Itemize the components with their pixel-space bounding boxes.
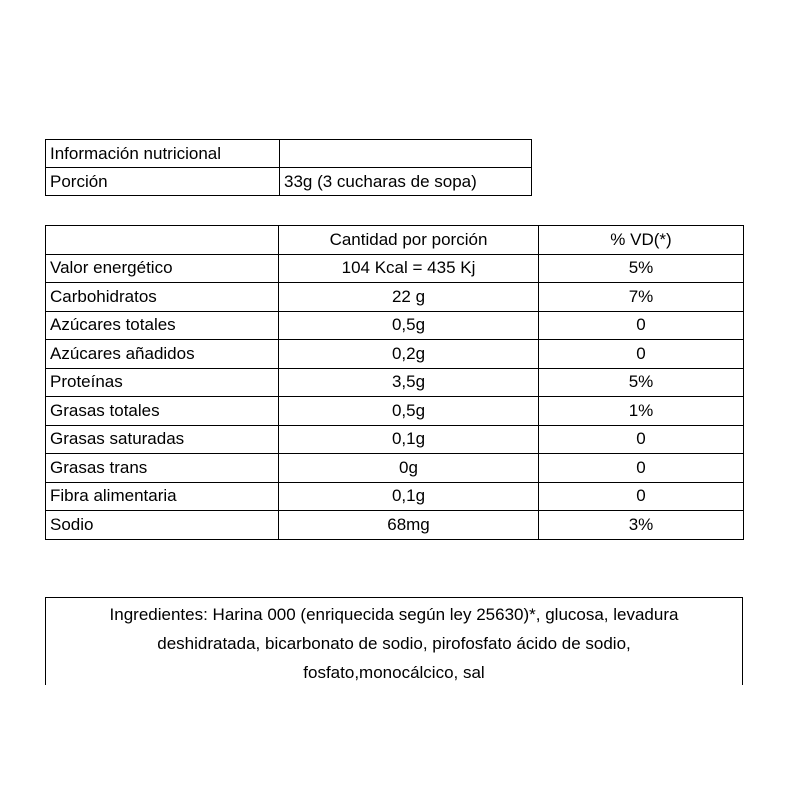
table-row — [46, 482, 744, 511]
nutrient-vd: 5% — [539, 368, 744, 397]
ingredients-box — [45, 597, 743, 685]
nutrient-amount: 104 Kcal = 435 Kj — [279, 254, 539, 283]
nutrient-vd: 0 — [539, 454, 744, 483]
table-row — [46, 454, 744, 483]
column-header-nutrient — [46, 226, 279, 255]
nutrient-amount: 0,5g — [279, 311, 539, 340]
nutrient-name: Carbohidratos — [46, 283, 279, 312]
table-row — [46, 140, 532, 168]
nutrient-name: Azúcares totales — [46, 311, 279, 340]
nutrient-name: Sodio — [46, 511, 279, 540]
nutrient-name: Proteínas — [46, 368, 279, 397]
nutrient-amount: 22 g — [279, 283, 539, 312]
table-row — [46, 368, 744, 397]
nutrient-name: Valor energético — [46, 254, 279, 283]
nutrient-name: Grasas trans — [46, 454, 279, 483]
nutrient-amount: 0,5g — [279, 397, 539, 426]
table-row — [46, 397, 744, 426]
nutrient-vd: 0 — [539, 340, 744, 369]
column-header-amount: Cantidad por porción — [279, 226, 539, 255]
nutrient-vd: 5% — [539, 254, 744, 283]
table-row — [46, 254, 744, 283]
table-row — [46, 168, 532, 196]
nutrient-name: Azúcares añadidos — [46, 340, 279, 369]
nutrition-facts-table — [45, 225, 744, 540]
table-row — [46, 511, 744, 540]
ingredients-line: deshidratada, bicarbonato de sodio, pirofosfato ácido de sodio, — [157, 634, 631, 653]
table-row — [46, 425, 744, 454]
ingredients-line: fosfato,monocálcico, sal — [303, 663, 485, 682]
nutrient-amount: 3,5g — [279, 368, 539, 397]
nutrient-name: Fibra alimentaria — [46, 482, 279, 511]
ingredients-line: Ingredientes: Harina 000 (enriquecida según ley 25630)*, glucosa, levadura — [109, 605, 679, 624]
nutrition-header-table — [45, 139, 532, 196]
nutrient-amount: 68mg — [279, 511, 539, 540]
table-row — [46, 283, 744, 312]
nutrient-amount: 0,1g — [279, 482, 539, 511]
nutrient-name: Grasas totales — [46, 397, 279, 426]
table-row — [46, 311, 744, 340]
column-header-vd: % VD(*) — [539, 226, 744, 255]
nutrient-vd: 1% — [539, 397, 744, 426]
info-title: Información nutricional — [46, 140, 280, 168]
nutrient-vd: 0 — [539, 425, 744, 454]
nutrient-vd: 7% — [539, 283, 744, 312]
table-header-row — [46, 226, 744, 255]
portion-value: 33g (3 cucharas de sopa) — [280, 168, 532, 196]
nutrient-vd: 0 — [539, 311, 744, 340]
table-row — [46, 340, 744, 369]
nutrient-amount: 0,1g — [279, 425, 539, 454]
nutrient-amount: 0,2g — [279, 340, 539, 369]
nutrient-vd: 0 — [539, 482, 744, 511]
info-title-value — [280, 140, 532, 168]
nutrient-amount: 0g — [279, 454, 539, 483]
portion-label: Porción — [46, 168, 280, 196]
nutrient-vd: 3% — [539, 511, 744, 540]
nutrient-name: Grasas saturadas — [46, 425, 279, 454]
